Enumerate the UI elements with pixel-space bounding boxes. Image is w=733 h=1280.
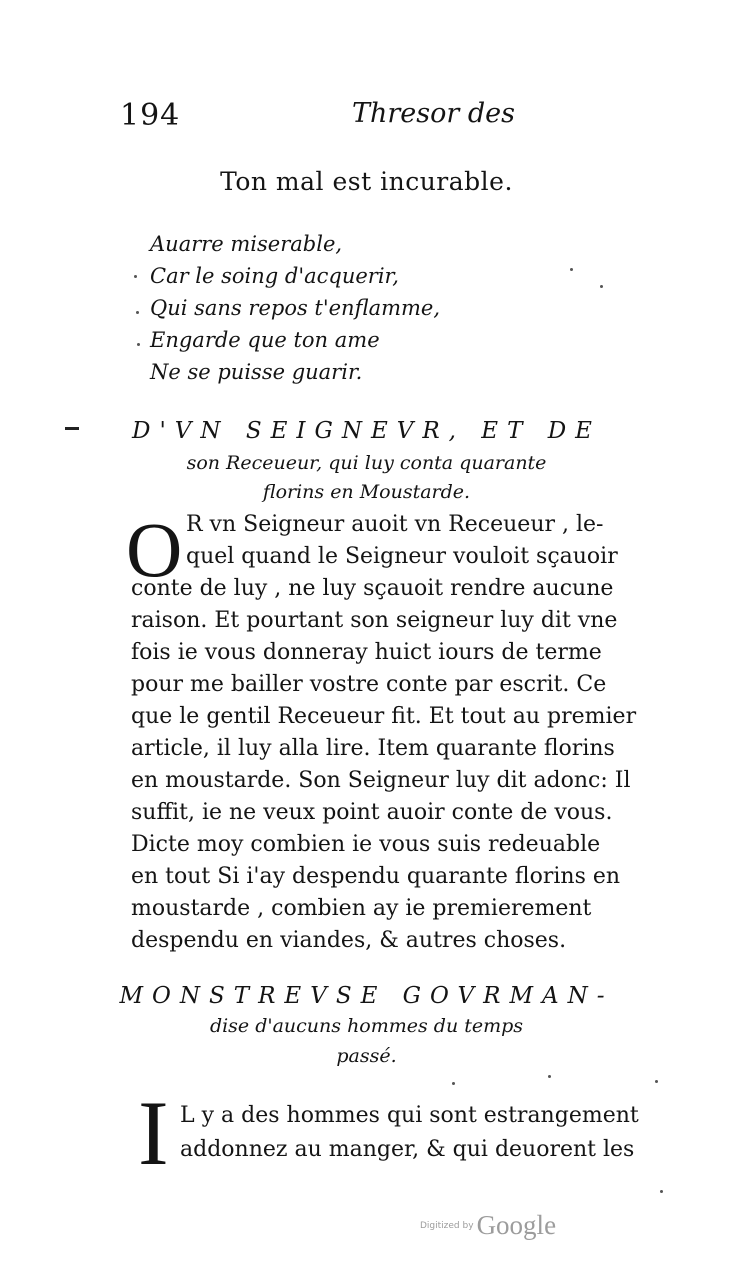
ink-speck: [655, 1080, 658, 1083]
ink-speck: [134, 275, 137, 278]
story1-line: despendu en viandes, & autres choses.: [131, 928, 567, 953]
story1-line: Dicte moy combien ie vous suis redeuable: [131, 832, 601, 857]
story1-line: suffit, ie ne veux point auoir conte de vous.: [131, 800, 613, 825]
story2-drop-cap: I: [138, 1082, 169, 1184]
story1-line: en moustarde. Son Seigneur luy dit adonc: Il: [131, 768, 631, 793]
watermark-caption: Digitized by: [420, 1220, 474, 1231]
story1-line: R vn Seigneur auoit vn Receueur , le-: [186, 512, 604, 537]
story1-line: en tout Si i'ay despendu quarante florins en: [131, 864, 621, 889]
story1-line: conte de luy , ne luy sçauoit rendre aucune: [131, 576, 614, 601]
ink-speck: [570, 268, 573, 271]
verse-line: Qui sans repos t'enflamme,: [150, 296, 441, 320]
page-number: 194: [120, 98, 181, 133]
story1-line: quel quand le Seigneur vouloit sçauoir: [186, 544, 618, 569]
verse-title: Ton mal est incurable.: [220, 167, 513, 196]
story1-line: pour me bailler vostre conte par escrit. Ce: [131, 672, 607, 697]
story1-line: que le gentil Receueur fit. Et tout au premier: [131, 704, 637, 729]
verse-stanza: [150, 228, 440, 388]
ink-speck: [548, 1075, 551, 1078]
ink-speck: [137, 343, 140, 346]
ink-speck: [600, 285, 603, 288]
digitized-by-google-watermark: [420, 1210, 556, 1241]
story1-line: moustarde , combien ay ie premierement: [131, 896, 592, 921]
story2-subheading-line-2: passé.: [336, 1045, 397, 1067]
ink-speck: [136, 311, 139, 314]
story1-line: article, il luy alla lire. Item quarante florins: [131, 736, 615, 761]
verse-line: Car le soing d'acquerir,: [150, 264, 399, 288]
running-title: Thresor des: [352, 98, 516, 129]
ink-speck: [660, 1190, 663, 1193]
story1-heading: D'VN SEIGNEVR, ET DE: [132, 418, 601, 444]
verse-line: Engarde que ton ame: [150, 328, 380, 352]
story1-subheading-line-1: son Receueur, qui luy conta quarante: [186, 452, 547, 474]
story1-line: raison. Et pourtant son seigneur luy dit vne: [131, 608, 618, 633]
story2-subheading-line-1: dise d'aucuns hommes du temps: [209, 1015, 524, 1037]
story1-subheading-line-2: florins en Moustarde.: [262, 481, 471, 503]
google-logo: Google: [476, 1210, 557, 1240]
story2-line: addonnez au manger, & qui deuorent les: [180, 1137, 635, 1162]
story2-line: L y a des hommes qui sont estrangement: [180, 1103, 639, 1128]
story2-heading: MONSTREVSE GOVRMAN-: [119, 983, 614, 1009]
story1-drop-cap: O: [126, 506, 183, 593]
story1-line: fois ie vous donneray huict iours de terme: [131, 640, 602, 665]
verse-line: Auarre miserable,: [150, 232, 343, 256]
ink-speck: [452, 1082, 455, 1085]
verse-line: Ne se puisse guarir.: [150, 360, 363, 384]
